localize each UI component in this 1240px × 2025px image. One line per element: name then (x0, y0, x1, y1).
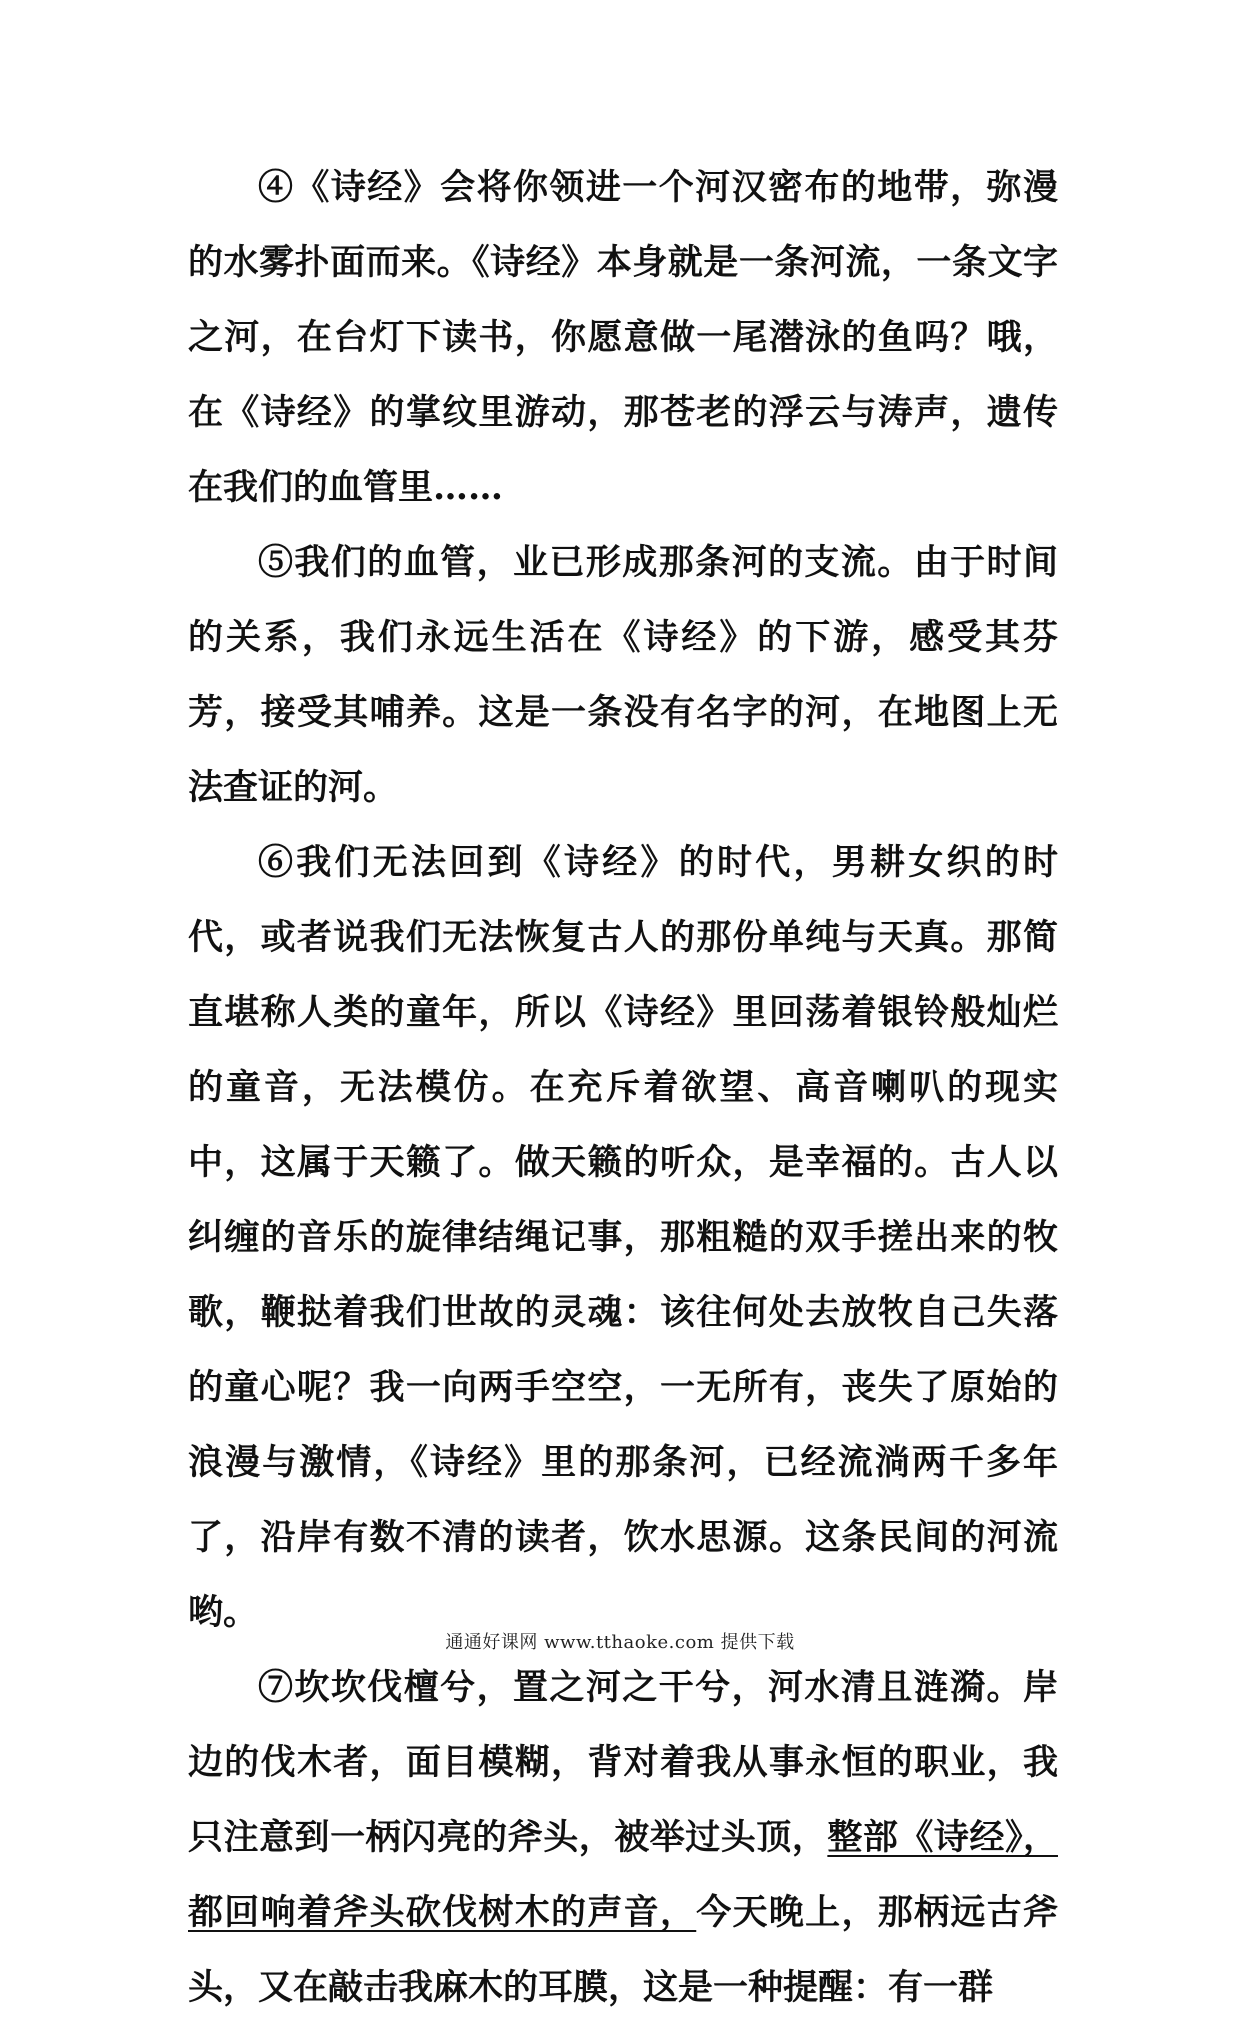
paragraph-7-part-1: ⑦坎坎伐檀兮，置之河之干兮，河水清且涟漪。岸边的伐木者，面目模糊，背对着我从事永恒的职业，我只注意到一柄闪亮的斧头，被举过头顶， (188, 1667, 1058, 1858)
paragraph-5: ⑤我们的血管，业已形成那条河的支流。由于时间的关系，我们永远生活在《诗经》的下游，感受其芬芳，接受其哺养。这是一条没有名字的河，在地图上无法查证的河。 (188, 542, 1058, 808)
footer-watermark: 通通好课网 www.tthaoke.com 提供下载 (445, 1632, 795, 1653)
paragraph-4: ④《诗经》会将你领进一个河汉密布的地带，弥漫的水雾扑面而来。《诗经》本身就是一条河流，一条文字之河，在台灯下读书，你愿意做一尾潜泳的鱼吗？哦，在《诗经》的掌纹里游动，那苍老的浮云与涛声，遗传在我们的血管里…… (188, 167, 1058, 508)
paragraph-6: ⑥我们无法回到《诗经》的时代，男耕女织的时代，或者说我们无法恢复古人的那份单纯与天真。那简直堪称人类的童年，所以《诗经》里回荡着银铃般灿烂的童音，无法模仿。在充斥着欲望、高音喇叭的现实中，这属于天籁了。做天籁的听众，是幸福的。古人以纠缠的音乐的旋律结绳记事，那粗糙的双手搓出来的牧歌，鞭挞着我们世故的灵魂：该往何处去放牧自己失落的童心呢？我一向两手空空，一无所有，丧失了原始的浪漫与激情，《诗经》里的那条河，已经流淌两千多年了，沿岸有数不清的读者，饮水思源。这条民间的河流哟。 (188, 842, 1058, 1633)
document-body (188, 150, 1058, 2025)
paragraph-7 (188, 1650, 1058, 2025)
paragraph-7-part-2: 今天晚上，那柄远古斧头，又在敲击我麻木的耳膜，这是一种提醒：有一群 (188, 1892, 1058, 2008)
underlined-sentence: 整部《诗经》，都回响着斧头砍伐树木的声音， (188, 1817, 1058, 1933)
